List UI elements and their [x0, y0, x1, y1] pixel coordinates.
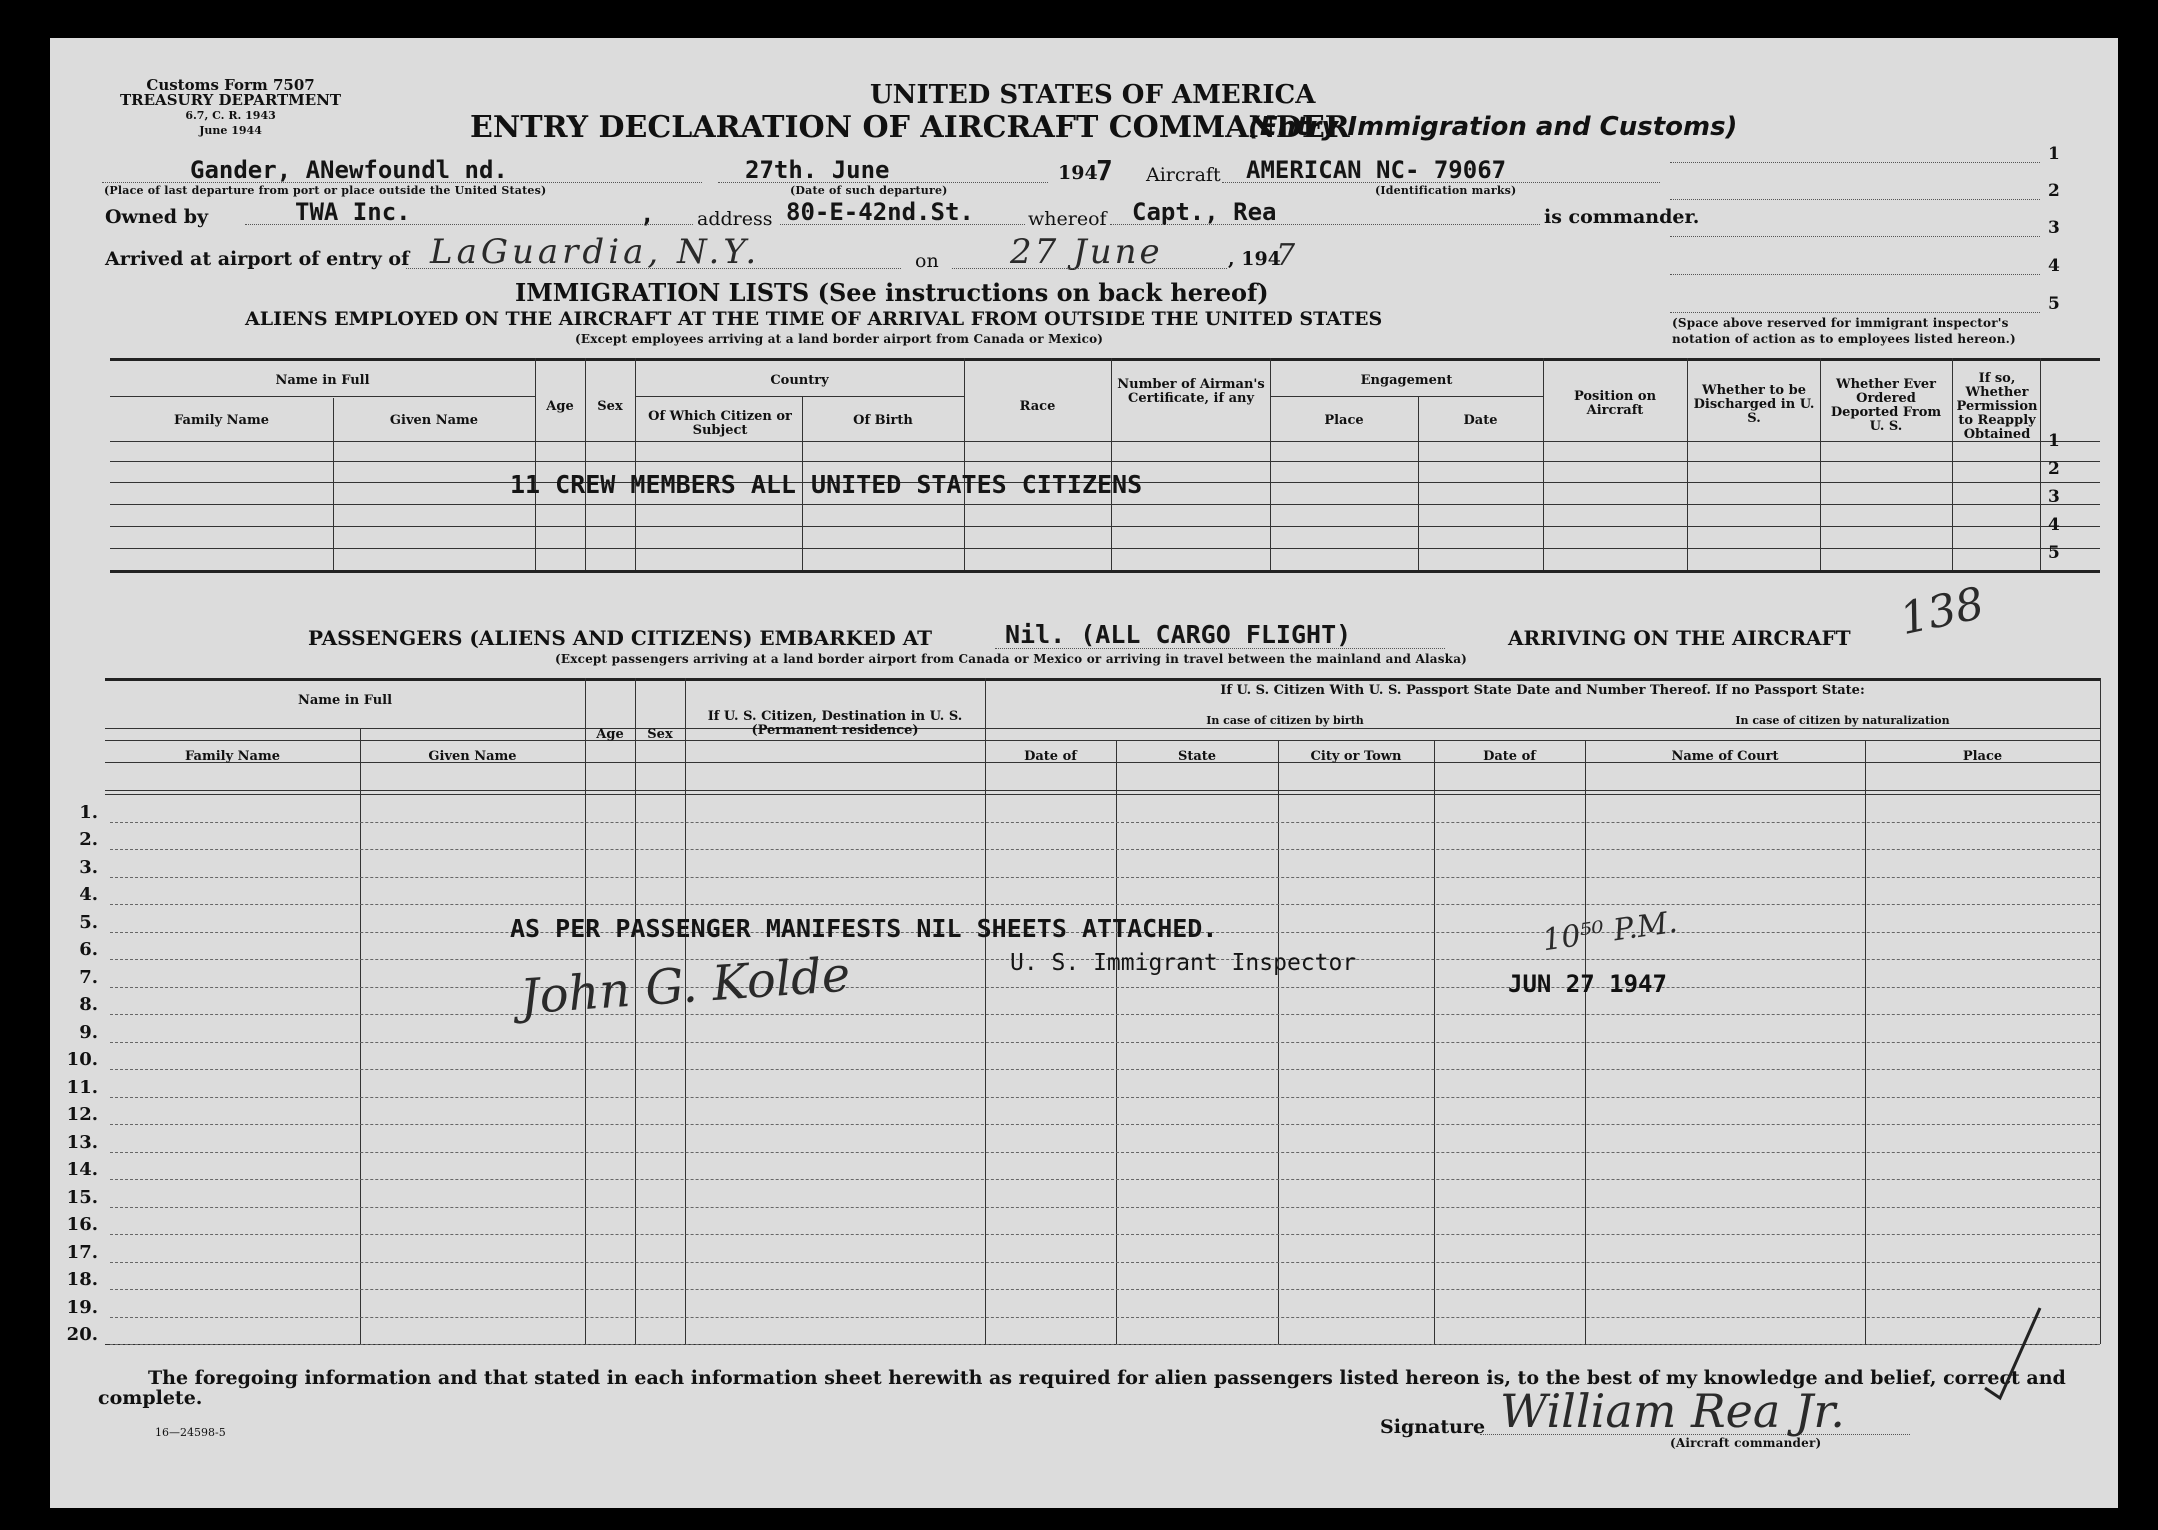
pcol-court: Name of Court [1671, 749, 1779, 764]
passenger-row-number: 16. [66, 1214, 98, 1235]
col-position: Position on Aircraft [1573, 389, 1657, 418]
alien-row-number: 2 [2048, 459, 2060, 479]
departure-place: Gander, ANewfoundl nd. [190, 156, 508, 184]
passenger-row-line [110, 877, 2100, 878]
passenger-row-number: 11. [66, 1076, 98, 1098]
passenger-row-line [110, 904, 2100, 905]
passenger-row-line [110, 1262, 2100, 1263]
arrival-year-digit: 7 [1276, 238, 1296, 273]
departure-date-label: (Date of such departure) [790, 184, 948, 197]
whereof-label: whereof [1028, 208, 1107, 230]
main-title: ENTRY DECLARATION OF AIRCRAFT COMMANDER [470, 110, 1350, 145]
col-race: Race [1019, 399, 1056, 414]
col-permission: If so, Whether Permission to Reapply Obtained [1956, 371, 2038, 442]
inspector-note-1: (Space above reserved for immigrant inspector's [1672, 316, 2009, 330]
stamp-time: 10⁵⁰ P.M. [1540, 904, 1680, 959]
alien-row-number: 4 [2048, 515, 2060, 535]
stamp-date: JUN 27 1947 [1508, 970, 1667, 998]
declaration: The foregoing information and that stated in each information sheet herewith as required for alien passengers listed hereon is, to the best of my knowledge and belief, correct and complete. [98, 1367, 2066, 1409]
inspector-signature: John G. Kolde [518, 946, 852, 1026]
pcol-destination: If U. S. Citizen, Destination in U. S. (Permanent residence) [707, 709, 963, 738]
passenger-row-line [110, 1344, 2100, 1345]
passengers-note: (Except passengers arriving at a land border airport from Canada or Mexico or arriving in travel between the mainland and Alaska) [555, 652, 1468, 666]
col-discharged: Whether to be Discharged in U. S. [1693, 383, 1815, 426]
departure-date: 27th. June [745, 156, 890, 184]
aircraft-id-label: (Identification marks) [1375, 184, 1517, 197]
check-mark-icon [1980, 1298, 2050, 1408]
document-page [50, 38, 2118, 1508]
col-family: Family Name [174, 413, 269, 428]
inspector-note-2: notation of action as to employees listed hereon.) [1672, 332, 2016, 346]
signature-label: Signature [1380, 1416, 1486, 1438]
col-citizen: Of Which Citizen or Subject [648, 409, 792, 438]
passenger-row-number: 2. [79, 829, 98, 850]
passenger-row-number: 14. [66, 1159, 98, 1180]
on-label: on [915, 250, 939, 272]
commander-signature: William Rea Jr. [1500, 1384, 1845, 1438]
passenger-row-line [110, 1317, 2100, 1318]
passenger-row-number: 4. [79, 884, 98, 905]
form-id-block [120, 78, 341, 138]
passenger-row-number: 17. [66, 1241, 98, 1263]
pcol-state: State [1177, 749, 1217, 764]
owned-by-label: Owned by [105, 206, 209, 228]
passenger-row-line [110, 1207, 2100, 1208]
col-birth: Of Birth [853, 413, 913, 428]
pcol-city: City or Town [1310, 749, 1402, 764]
passenger-row-line [110, 1124, 2100, 1125]
alien-row-number: 1 [2048, 431, 2060, 451]
main-subtitle: (Entry Immigration and Customs) [1248, 112, 1738, 142]
passenger-row-number: 9. [79, 1021, 98, 1043]
passenger-row-line [110, 1289, 2100, 1290]
pcol-passport: If U. S. Citizen With U. S. Passport State Date and Number Thereof. If no Passport State: [1220, 683, 1865, 698]
aircraft-label: Aircraft [1146, 164, 1221, 186]
passenger-row-number: 5. [79, 911, 98, 933]
col-name-in-full: Name in Full [275, 373, 370, 388]
country-title: UNITED STATES OF AMERICA [870, 80, 1316, 110]
arrival-year-prefix: , 194 [1228, 248, 1281, 270]
pcol-given: Given Name [428, 749, 517, 764]
signature-caption: (Aircraft commander) [1670, 1436, 1822, 1450]
aliens-title: ALIENS EMPLOYED ON THE AIRCRAFT AT THE TIME OF ARRIVAL FROM OUTSIDE THE UNITED STATES [245, 308, 1383, 330]
passenger-row-number: 12. [66, 1104, 98, 1125]
passenger-row-number: 1. [79, 801, 98, 823]
immigration-title: IMMIGRATION LISTS (See instructions on back hereof) [515, 278, 1269, 307]
arrival-date: 27 June [1010, 232, 1163, 272]
owner-comma: , [640, 200, 655, 228]
passenger-row-number: 3. [79, 856, 98, 878]
inspector-line-number: 4 [2048, 256, 2060, 276]
pcol-nat-case: In case of citizen by naturalization [1735, 714, 1950, 727]
inspector-title: U. S. Immigrant Inspector [1010, 950, 1357, 976]
col-engagement: Engagement [1360, 373, 1453, 388]
passenger-row-line [110, 1152, 2100, 1153]
passengers-embarked: Nil. (ALL CARGO FLIGHT) [1005, 620, 1352, 649]
passenger-row-number: 18. [66, 1269, 98, 1290]
passenger-row-line [110, 1042, 2100, 1043]
passenger-row-number: 13. [66, 1131, 98, 1153]
passenger-row-line [110, 1014, 2100, 1015]
cr-reference: 6.7, C. R. 1943 [185, 109, 276, 122]
col-sex: Sex [597, 399, 623, 414]
inspector-line-number: 3 [2048, 218, 2060, 238]
passenger-row-number: 20. [66, 1324, 98, 1345]
passenger-row-line [110, 1234, 2100, 1235]
address-label: address [697, 208, 773, 230]
year-prefix: 194 [1058, 162, 1098, 184]
pcol-birth-case: In case of citizen by birth [1206, 714, 1364, 727]
passenger-row-number: 8. [79, 994, 98, 1015]
commander: Capt., Rea [1132, 198, 1277, 226]
pcol-nat-place: Place [1962, 749, 2003, 764]
form-date: June 1944 [199, 124, 262, 137]
col-country: Country [770, 373, 829, 388]
aliens-note: (Except employees arriving at a land border airport from Canada or Mexico) [575, 332, 1104, 346]
pcol-name-in-full: Name in Full [297, 693, 393, 708]
pcol-date-of: Date of [1483, 749, 1536, 764]
pcol-age: Age [596, 727, 624, 742]
inspector-line-number: 1 [2048, 144, 2060, 164]
col-given: Given Name [389, 413, 479, 428]
col-airman: Number of Airman's Certificate, if any [1117, 377, 1265, 406]
customs-form-number: Customs Form 7507 [146, 76, 315, 94]
crew-note: 11 CREW MEMBERS ALL UNITED STATES CITIZENS [510, 470, 1143, 499]
passenger-row-line [110, 1179, 2100, 1180]
passenger-row-line [110, 849, 2100, 850]
commander-suffix: is commander. [1544, 206, 1700, 228]
pcol-sex: Sex [647, 727, 673, 742]
alien-row-number: 5 [2048, 543, 2060, 563]
col-deported: Whether Ever Ordered Deported From U. S. [1830, 377, 1942, 434]
pcol-family: Family Name [185, 749, 280, 764]
passenger-row-line [110, 1069, 2100, 1070]
col-age: Age [546, 399, 574, 414]
aircraft-id: AMERICAN NC- 79067 [1246, 156, 1507, 184]
inspector-line-number: 2 [2048, 181, 2060, 201]
inspector-line-number: 5 [2048, 294, 2060, 314]
col-place: Place [1324, 413, 1364, 428]
col-date: Date [1463, 413, 1498, 428]
passenger-row-line [110, 822, 2100, 823]
address: 80-E-42nd.St. [786, 198, 974, 226]
passenger-row-number: 7. [79, 966, 98, 988]
passengers-title-suffix: ARRIVING ON THE AIRCRAFT [1508, 626, 1851, 650]
passenger-row-number: 6. [79, 939, 98, 960]
manifest-note: AS PER PASSENGER MANIFESTS NIL SHEETS ATTACHED. [510, 914, 1218, 943]
passengers-title-prefix: PASSENGERS (ALIENS AND CITIZENS) EMBARKED AT [308, 626, 933, 650]
passenger-row-line [110, 1097, 2100, 1098]
departure-place-label: (Place of last departure from port or place outside the United States) [104, 184, 547, 197]
owner: TWA Inc. [295, 198, 411, 226]
year-digit: 7 [1096, 154, 1113, 187]
passenger-row-number: 15. [66, 1186, 98, 1208]
alien-row-number: 3 [2048, 487, 2060, 507]
passenger-row-number: 19. [66, 1296, 98, 1318]
print-code: 16—24598-5 [155, 1426, 226, 1439]
handwritten-number: 138 [1895, 577, 1989, 646]
passenger-row-line [110, 987, 2100, 988]
arrived-label: Arrived at airport of entry of [105, 248, 410, 270]
passenger-row-number: 10. [66, 1049, 98, 1070]
treasury-department: TREASURY DEPARTMENT [120, 91, 342, 109]
pcol-dob: Date of [1024, 749, 1077, 764]
arrival-airport: LaGuardia, N.Y. [430, 232, 761, 272]
